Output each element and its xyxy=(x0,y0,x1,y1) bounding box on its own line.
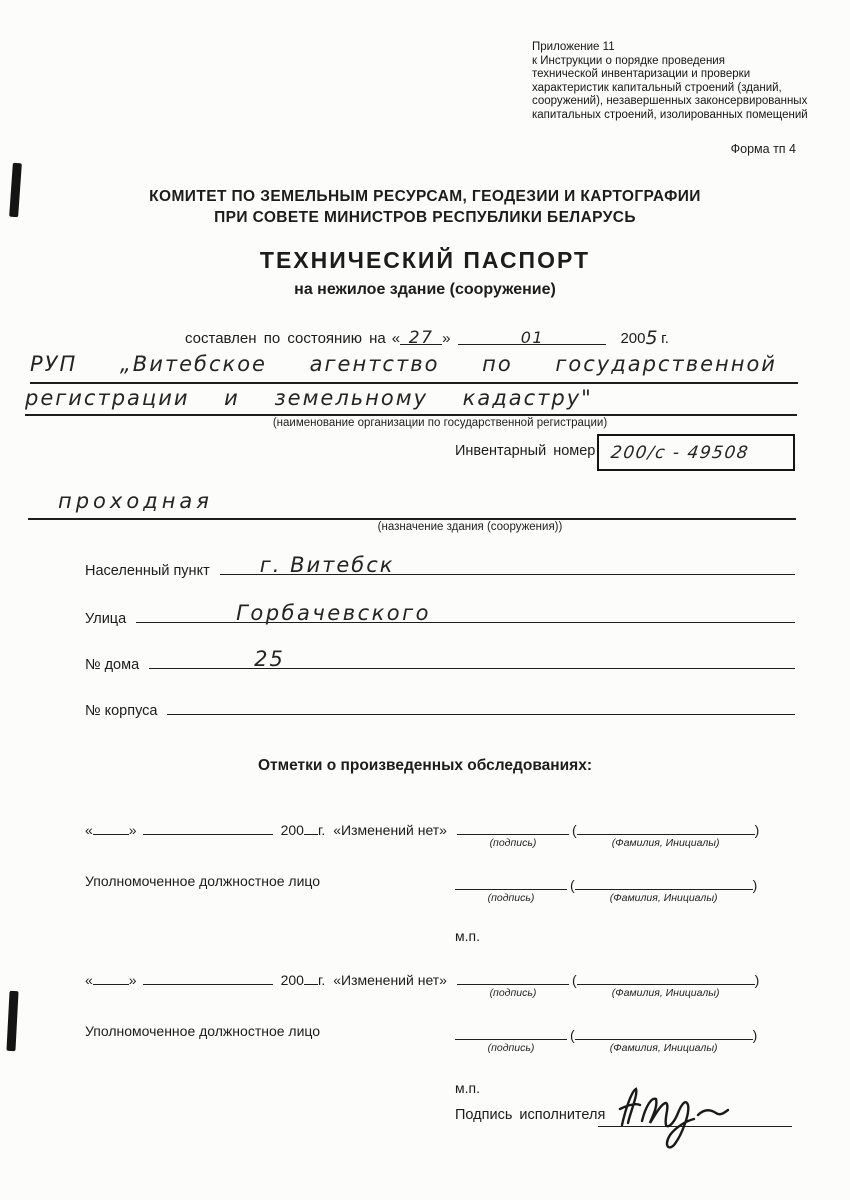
date-year-hand: 5 xyxy=(645,327,660,349)
organization-caption: (наименование организации по государственной регистрации) xyxy=(272,417,608,429)
obs2-official-name-blank xyxy=(575,1023,753,1040)
obs1-year-suffix: г. xyxy=(317,822,326,838)
obs1-official-paren-close: ) xyxy=(752,877,758,893)
seal-mark: м.п. xyxy=(455,1080,480,1096)
passport-title: ТЕХНИЧЕСКИЙ ПАСПОРТ xyxy=(259,247,591,273)
obs1-name-blank xyxy=(577,818,755,835)
annex-note xyxy=(532,41,817,122)
obs2-day-blank xyxy=(93,968,129,985)
obs1-signature-caption: (подпись) xyxy=(489,837,537,849)
observations-heading: Отметки о произведенных обследованиях: xyxy=(258,757,592,774)
date-line xyxy=(185,326,745,348)
annex-line: к Инструкции о порядке проведения xyxy=(532,54,725,67)
date-suffix: г. xyxy=(661,330,669,347)
inventory-box xyxy=(597,434,795,471)
obs2-official-paren-open: ( xyxy=(570,1027,575,1043)
obs1-name-caption: (Фамилия, Инициалы) xyxy=(611,837,720,849)
organization-line1 xyxy=(30,352,798,384)
form-code: Форма тп 4 xyxy=(730,142,796,156)
obs2-year-suffix: г. xyxy=(317,972,326,988)
obs2-official-signature-caption: (подпись) xyxy=(487,1042,535,1054)
date-quote-close: » xyxy=(442,330,451,347)
annex-line: характеристик капитальный строений (зданий, xyxy=(532,81,782,94)
organization-line2-value: регистрации и земельному кадастру" xyxy=(25,386,593,410)
inventory-label: Инвентарный номер xyxy=(455,443,596,459)
obs1-month-blank xyxy=(143,818,273,835)
obs1-signature-blank xyxy=(457,818,569,835)
obs2-year: 200 xyxy=(280,972,304,988)
obs2-no-changes: «Изменений нет» xyxy=(333,972,447,988)
obs1-quote-close: » xyxy=(128,822,137,838)
building-number-label: № корпуса xyxy=(85,703,158,719)
street-label: Улица xyxy=(85,611,127,627)
obs1-paren-open: ( xyxy=(571,822,577,838)
date-day-value: 27 xyxy=(408,328,434,348)
binding-mark xyxy=(6,991,18,1051)
obs1-year: 200 xyxy=(280,822,304,838)
annex-line: сооружений), незавершенных законсервированных xyxy=(532,95,808,107)
obs1-official-name-caption: (Фамилия, Инициалы) xyxy=(609,892,718,904)
date-day-blank xyxy=(400,328,442,348)
observation-official-row xyxy=(85,1023,795,1063)
annex-line: Приложение 11 xyxy=(532,41,615,53)
house-number-row xyxy=(85,646,795,673)
house-number-value: 25 xyxy=(254,647,285,671)
obs2-signature-caption: (подпись) xyxy=(489,987,537,999)
obs2-signature-blank xyxy=(457,968,569,985)
obs1-official-signature-blank xyxy=(455,873,567,890)
obs1-official-paren-open: ( xyxy=(570,877,575,893)
passport-subtitle: на нежилое здание (сооружение) xyxy=(294,281,556,298)
purpose-value: проходная xyxy=(58,489,213,513)
executor-label: Подпись исполнителя xyxy=(455,1107,606,1123)
obs1-no-changes: «Изменений нет» xyxy=(333,822,447,838)
obs2-quote-open: « xyxy=(85,972,93,988)
obs2-official-label: Уполномоченное должностное лицо xyxy=(85,1023,321,1039)
obs2-quote-close: » xyxy=(128,972,137,988)
obs1-day-blank xyxy=(93,818,129,835)
building-number-blank xyxy=(167,692,795,715)
street-row xyxy=(85,600,795,627)
building-number-row xyxy=(85,692,795,719)
binding-mark xyxy=(9,163,22,217)
obs2-year-blank xyxy=(304,968,318,985)
obs2-name-caption: (Фамилия, Инициалы) xyxy=(611,987,720,999)
obs1-year-blank xyxy=(304,818,318,835)
date-quote-open: « xyxy=(391,330,401,347)
observation-date-row xyxy=(85,968,795,999)
seal-mark: м.п. xyxy=(455,928,480,944)
annex-line: технической инвентаризации и проверки xyxy=(532,68,751,80)
date-month-value: 01 xyxy=(520,328,545,347)
obs1-paren-close: ) xyxy=(754,822,760,838)
committee-line1: КОМИТЕТ ПО ЗЕМЕЛЬНЫМ РЕСУРСАМ, ГЕОДЕЗИИ И КАРТОГРАФИИ xyxy=(149,188,701,205)
date-month-blank xyxy=(458,328,606,345)
settlement-row xyxy=(85,552,795,579)
house-number-label: № дома xyxy=(85,657,140,673)
settlement-label: Населенный пункт xyxy=(85,563,210,579)
obs1-official-signature-caption: (подпись) xyxy=(487,892,535,904)
organization-line1-value: РУП „Витебское агентство по государственной xyxy=(30,352,777,376)
annex-line: капитальных строений, изолированных помещений xyxy=(532,108,808,121)
street-value: Горбачевского xyxy=(236,601,432,625)
observation-date-row xyxy=(85,818,795,849)
obs1-official-name-blank xyxy=(575,873,753,890)
purpose-line xyxy=(28,489,796,520)
settlement-blank xyxy=(220,552,795,575)
date-prefix: составлен по состоянию на xyxy=(185,330,386,347)
obs2-official-name-caption: (Фамилия, Инициалы) xyxy=(609,1042,718,1054)
organization-line2 xyxy=(25,386,797,416)
house-number-blank xyxy=(149,646,795,669)
date-year-printed: 200 xyxy=(620,330,646,347)
obs2-month-blank xyxy=(143,968,273,985)
settlement-value: г. Витебск xyxy=(259,553,395,577)
obs2-paren-close: ) xyxy=(754,972,760,988)
obs1-official-label: Уполномоченное должностное лицо xyxy=(85,873,321,889)
obs2-official-signature-blank xyxy=(455,1023,567,1040)
obs2-name-blank xyxy=(577,968,755,985)
obs2-official-paren-close: ) xyxy=(752,1027,758,1043)
executor-signature xyxy=(612,1083,742,1153)
obs2-paren-open: ( xyxy=(571,972,577,988)
committee-heading xyxy=(60,186,790,228)
obs1-quote-open: « xyxy=(85,822,93,838)
purpose-caption: (назначение здания (сооружения)) xyxy=(377,521,563,533)
inventory-value: 200/с - 49508 xyxy=(609,442,751,463)
street-blank xyxy=(136,600,795,623)
committee-line2: ПРИ СОВЕТЕ МИНИСТРОВ РЕСПУБЛИКИ БЕЛАРУСЬ xyxy=(214,209,636,226)
observation-official-row xyxy=(85,873,795,913)
